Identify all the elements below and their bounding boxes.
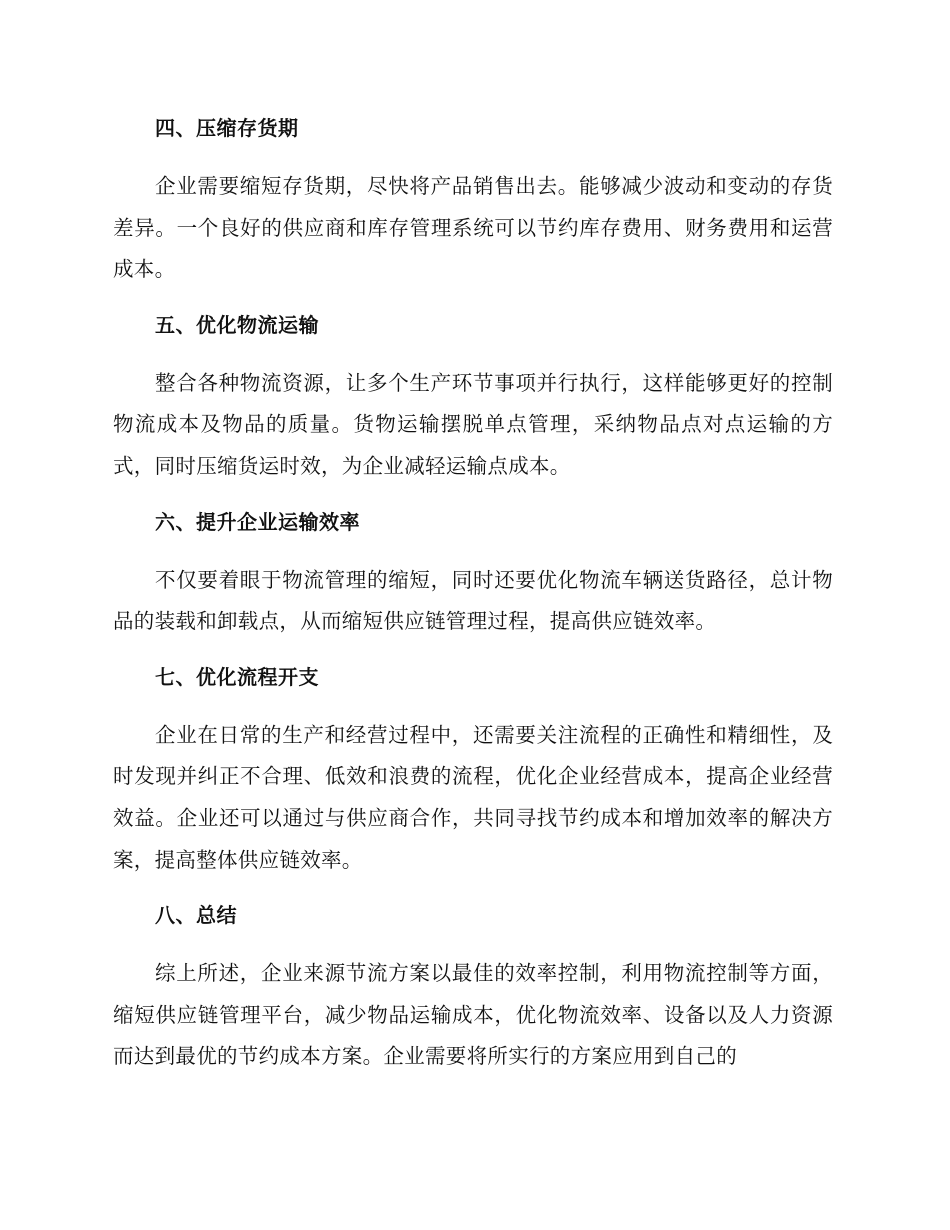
section-optimize-logistics <box>113 305 833 488</box>
section-transport-efficiency <box>113 502 833 643</box>
section-paragraph: 综上所述，企业来源节流方案以最佳的效率控制，利用物流控制等方面，缩短供应链管理平台，减少物品运输成本，优化物流效率、设备以及人力资源而达到最优的节约成本方案。企业需要将所实行的方案应用到自己的 <box>113 961 833 1069</box>
section-compress-inventory <box>113 108 833 291</box>
section-paragraph: 企业在日常的生产和经营过程中，还需要关注流程的正确性和精细性，及时发现并纠正不合理、低效和浪费的流程，优化企业经营成本，提高企业经营效益。企业还可以通过与供应商合作，共同寻找节约成本和增加效率的解决方案，提高整体供应链效率。 <box>113 722 833 872</box>
section-heading: 五、优化物流运输 <box>155 312 319 337</box>
document-body <box>113 108 833 1092</box>
section-paragraph: 不仅要着眼于物流管理的缩短，同时还要优化物流车辆送货路径，总计物品的装载和卸载点，从而缩短供应链管理过程，提高供应链效率。 <box>113 567 833 634</box>
section-heading: 四、压缩存货期 <box>155 116 299 140</box>
section-paragraph: 企业需要缩短存货期，尽快将产品销售出去。能够减少波动和变动的存货差异。一个良好的供应商和库存管理系统可以节约库存费用、财务费用和运营成本。 <box>113 174 833 282</box>
section-paragraph: 整合各种物流资源，让多个生产环节事项并行执行，这样能够更好的控制物流成本及物品的质量。货物运输摆脱单点管理，采纳物品点对点运输的方式，同时压缩货运时效，为企业减轻运输点成本。 <box>113 370 833 478</box>
section-heading: 七、优化流程开支 <box>155 664 319 689</box>
section-heading: 六、提升企业运输效率 <box>155 509 360 534</box>
section-process-costs <box>113 657 833 881</box>
section-summary <box>113 895 833 1078</box>
section-heading: 八、总结 <box>155 903 237 928</box>
